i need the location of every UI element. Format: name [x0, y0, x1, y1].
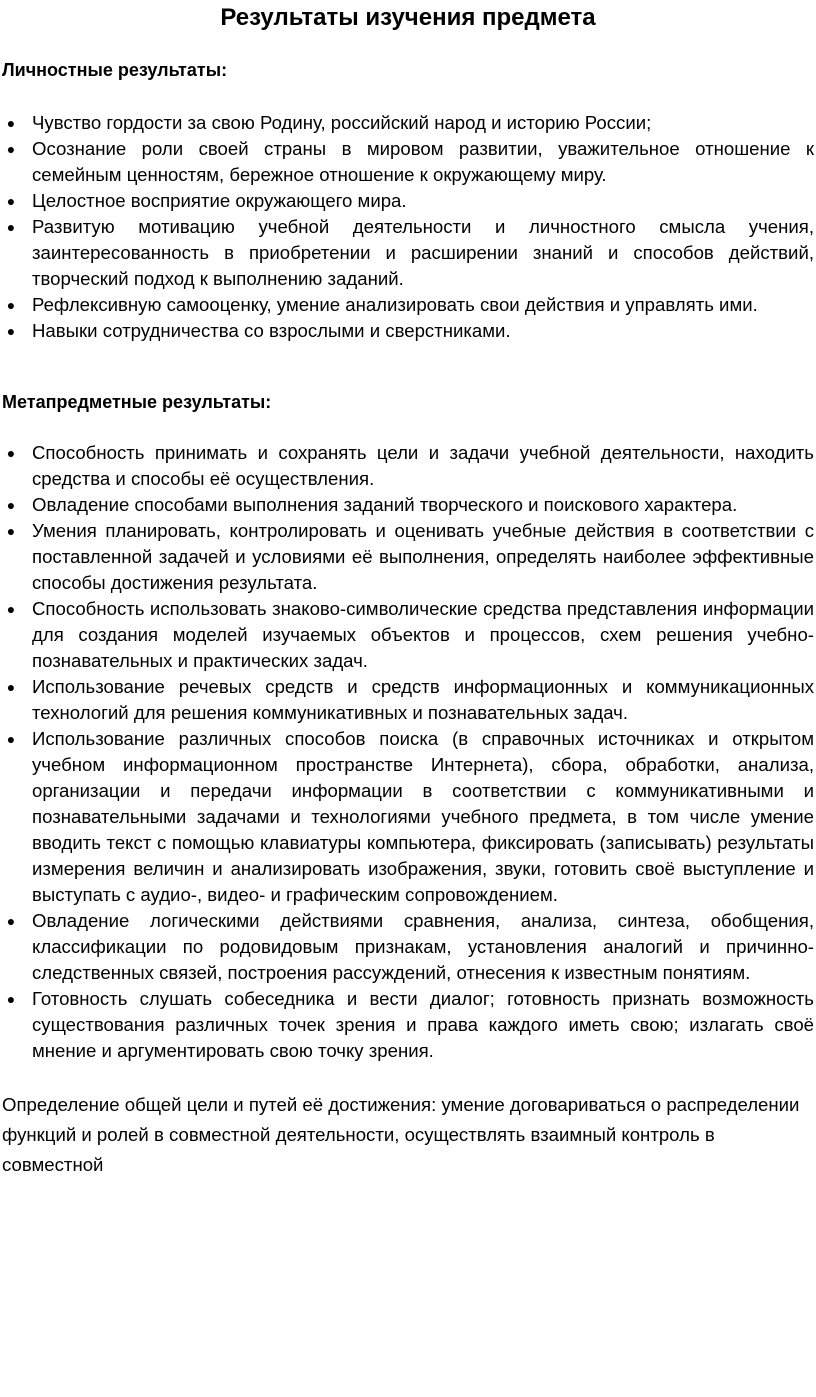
list-item	[2, 318, 814, 344]
list-item-text: Способность принимать и сохранять цели и задачи учебной деятельности, находить средства и способы её осуществления.	[32, 442, 814, 489]
personal-results-heading: Личностные результаты:	[2, 60, 228, 80]
bullet-icon: ●	[6, 497, 16, 513]
list-item	[2, 674, 814, 726]
list-item	[2, 440, 814, 492]
bullet-icon: ●	[6, 193, 16, 209]
list-item	[2, 136, 814, 188]
list-item-text: Готовность слушать собеседника и вести диалог; готовность признать возможность существования различных точек зрения и права каждого иметь свою; излагать своё мнение и аргументировать свою точку зрения.	[32, 988, 814, 1061]
list-item	[2, 292, 814, 318]
bullet-icon: ●	[6, 141, 16, 157]
bullet-icon: ●	[6, 731, 16, 747]
list-item	[2, 518, 814, 596]
list-item	[2, 110, 814, 136]
personal-results-list	[2, 110, 814, 344]
bullet-icon: ●	[6, 601, 16, 617]
list-item-text: Развитую мотивацию учебной деятельности и личностного смысла учения, заинтересованность в приобретении и расширении знаний и способов действий, творческий подход к выполнению заданий.	[32, 216, 814, 289]
list-item-text: Использование речевых средств и средств информационных и коммуникационных технологий для решения коммуникативных и познавательных задач.	[32, 676, 814, 723]
meta-results-heading: Метапредметные результаты:	[2, 392, 272, 412]
list-item-text: Осознание роли своей страны в мировом развитии, уважительное отношение к семейным ценностям, бережное отношение к окружающему миру.	[32, 138, 814, 185]
list-item	[2, 986, 814, 1064]
bullet-icon: ●	[6, 913, 16, 929]
closing-paragraph: Определение общей цели и путей её достижения: умение договариваться о распределении функций и ролей в совместной деятельности, осуществлять взаимный контроль в совместной	[2, 1094, 800, 1175]
list-item-text: Умения планировать, контролировать и оценивать учебные действия в соответствии с поставленной задачей и условиями её выполнения, определять наиболее эффективные способы достижения результата.	[32, 520, 814, 593]
list-item	[2, 188, 814, 214]
list-item-text: Целостное восприятие окружающего мира.	[32, 190, 407, 211]
bullet-icon: ●	[6, 323, 16, 339]
list-item	[2, 214, 814, 292]
bullet-icon: ●	[6, 523, 16, 539]
list-item-text: Овладение способами выполнения заданий творческого и поискового характера.	[32, 494, 738, 515]
bullet-icon: ●	[6, 115, 16, 131]
bullet-icon: ●	[6, 297, 16, 313]
list-item	[2, 596, 814, 674]
bullet-icon: ●	[6, 679, 16, 695]
list-item	[2, 492, 814, 518]
bullet-icon: ●	[6, 219, 16, 235]
list-item-text: Чувство гордости за свою Родину, российский народ и историю России;	[32, 112, 652, 133]
bullet-icon: ●	[6, 991, 16, 1007]
list-item-text: Овладение логическими действиями сравнения, анализа, синтеза, обобщения, классификации по родовидовым признакам, установления аналогий и причинно-следственных связей, построения рассуждений, отнесения к известным понятиям.	[32, 910, 814, 983]
list-item-text: Навыки сотрудничества со взрослыми и сверстниками.	[32, 320, 511, 341]
bullet-icon: ●	[6, 445, 16, 461]
list-item	[2, 726, 814, 908]
page-title: Результаты изучения предмета	[220, 4, 596, 31]
list-item-text: Использование различных способов поиска (в справочных источниках и открытом учебном информационном пространстве Интернета), сбора, обработки, анализа, организации и передачи информации в соответствии с коммуникативными и познавательными задачами и технологиями учебного предмета, в том числе умение вводить текст с помощью клавиатуры компьютера, фиксировать (записывать) результаты измерения величин и анализировать изображения, звуки, готовить своё выступление и выступать с аудио-, видео- и графическим сопровождением.	[32, 728, 814, 905]
meta-results-list	[2, 440, 814, 1064]
list-item	[2, 908, 814, 986]
list-item-text: Рефлексивную самооценку, умение анализировать свои действия и управлять ими.	[32, 294, 758, 315]
list-item-text: Способность использовать знаково-символические средства представления информации для создания моделей изучаемых объектов и процессов, схем решения учебно-познавательных и практических задач.	[32, 598, 814, 671]
